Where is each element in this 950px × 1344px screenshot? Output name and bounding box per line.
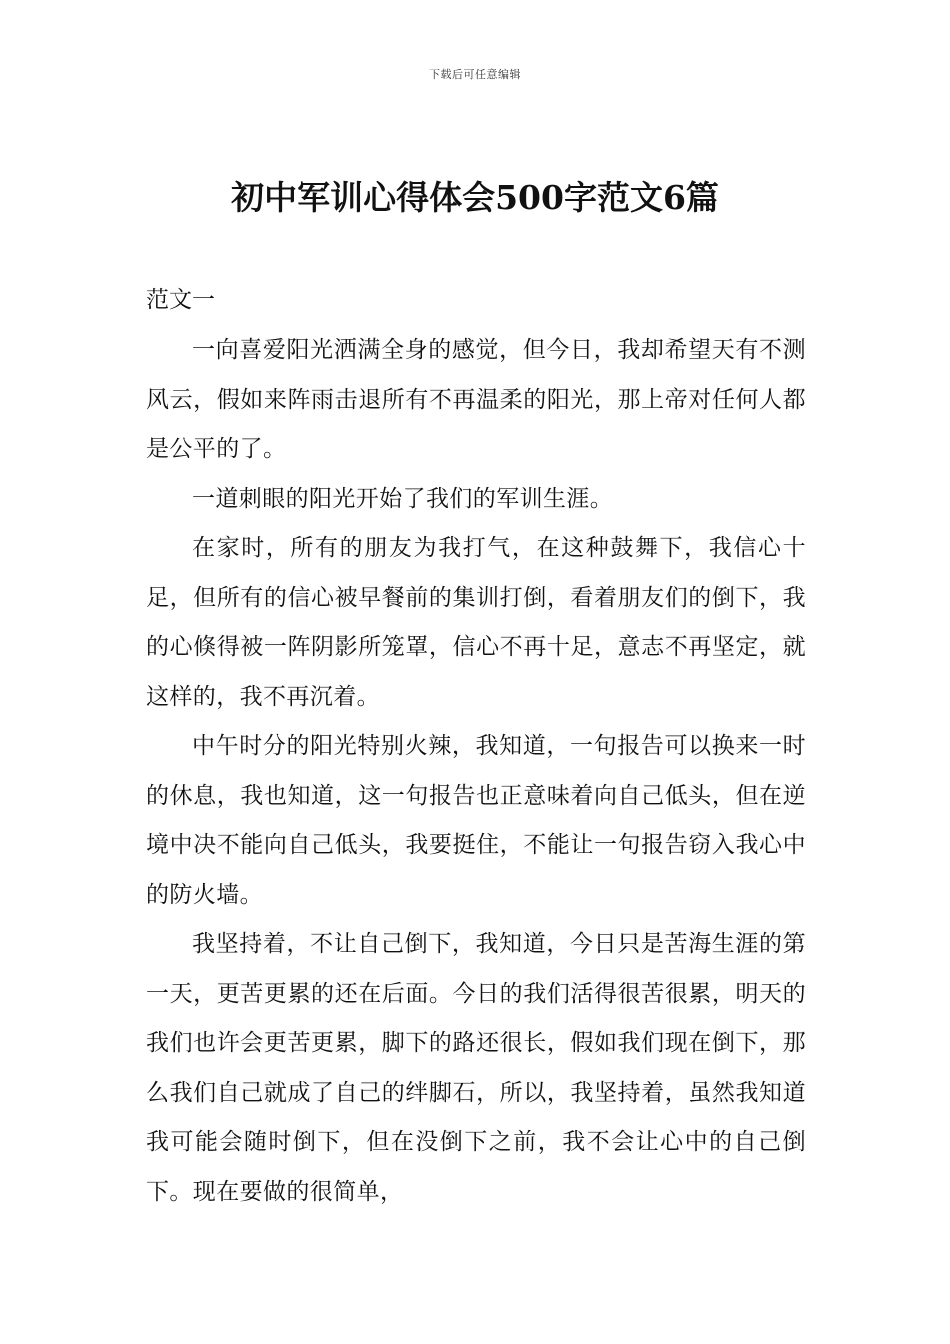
document-body	[146, 276, 806, 1217]
paragraph: 一向喜爱阳光洒满全身的感觉，但今日，我却希望天有不测风云，假如来阵雨击退所有不再温柔的阳光，那上帝对任何人都是公平的了。	[146, 337, 806, 462]
header-note: 下载后可任意编辑	[429, 68, 521, 81]
paragraph: 一道刺眼的阳光开始了我们的军训生涯。	[192, 485, 614, 512]
section-label: 范文一	[146, 287, 215, 313]
paragraph: 在家时，所有的朋友为我打气，在这种鼓舞下，我信心十足，但所有的信心被早餐前的集训打倒，看着朋友们的倒下，我的心倏得被一阵阴影所笼罩，信心不再十足，意志不再坚定，就这样的，我不再沉着。	[146, 535, 806, 710]
paragraph: 我坚持着，不让自己倒下，我知道，今日只是苦海生涯的第一天，更苦更累的还在后面。今日的我们活得很苦很累，明天的我们也许会更苦更累，脚下的路还很长，假如我们现在倒下，那么我们自己就成了自己的绊脚石，所以，我坚持着，虽然我知道我可能会随时倒下，但在没倒下之前，我不会让心中的自己倒下。现在要做的很简单，	[146, 931, 806, 1205]
paragraph: 中午时分的阳光特别火辣，我知道，一句报告可以换来一时的休息，我也知道，这一句报告也正意味着向自己低头，但在逆境中决不能向自己低头，我要挺住，不能让一句报告窃入我心中的防火墙。	[146, 733, 806, 908]
document-title: 初中军训心得体会500字范文6篇	[231, 178, 719, 217]
